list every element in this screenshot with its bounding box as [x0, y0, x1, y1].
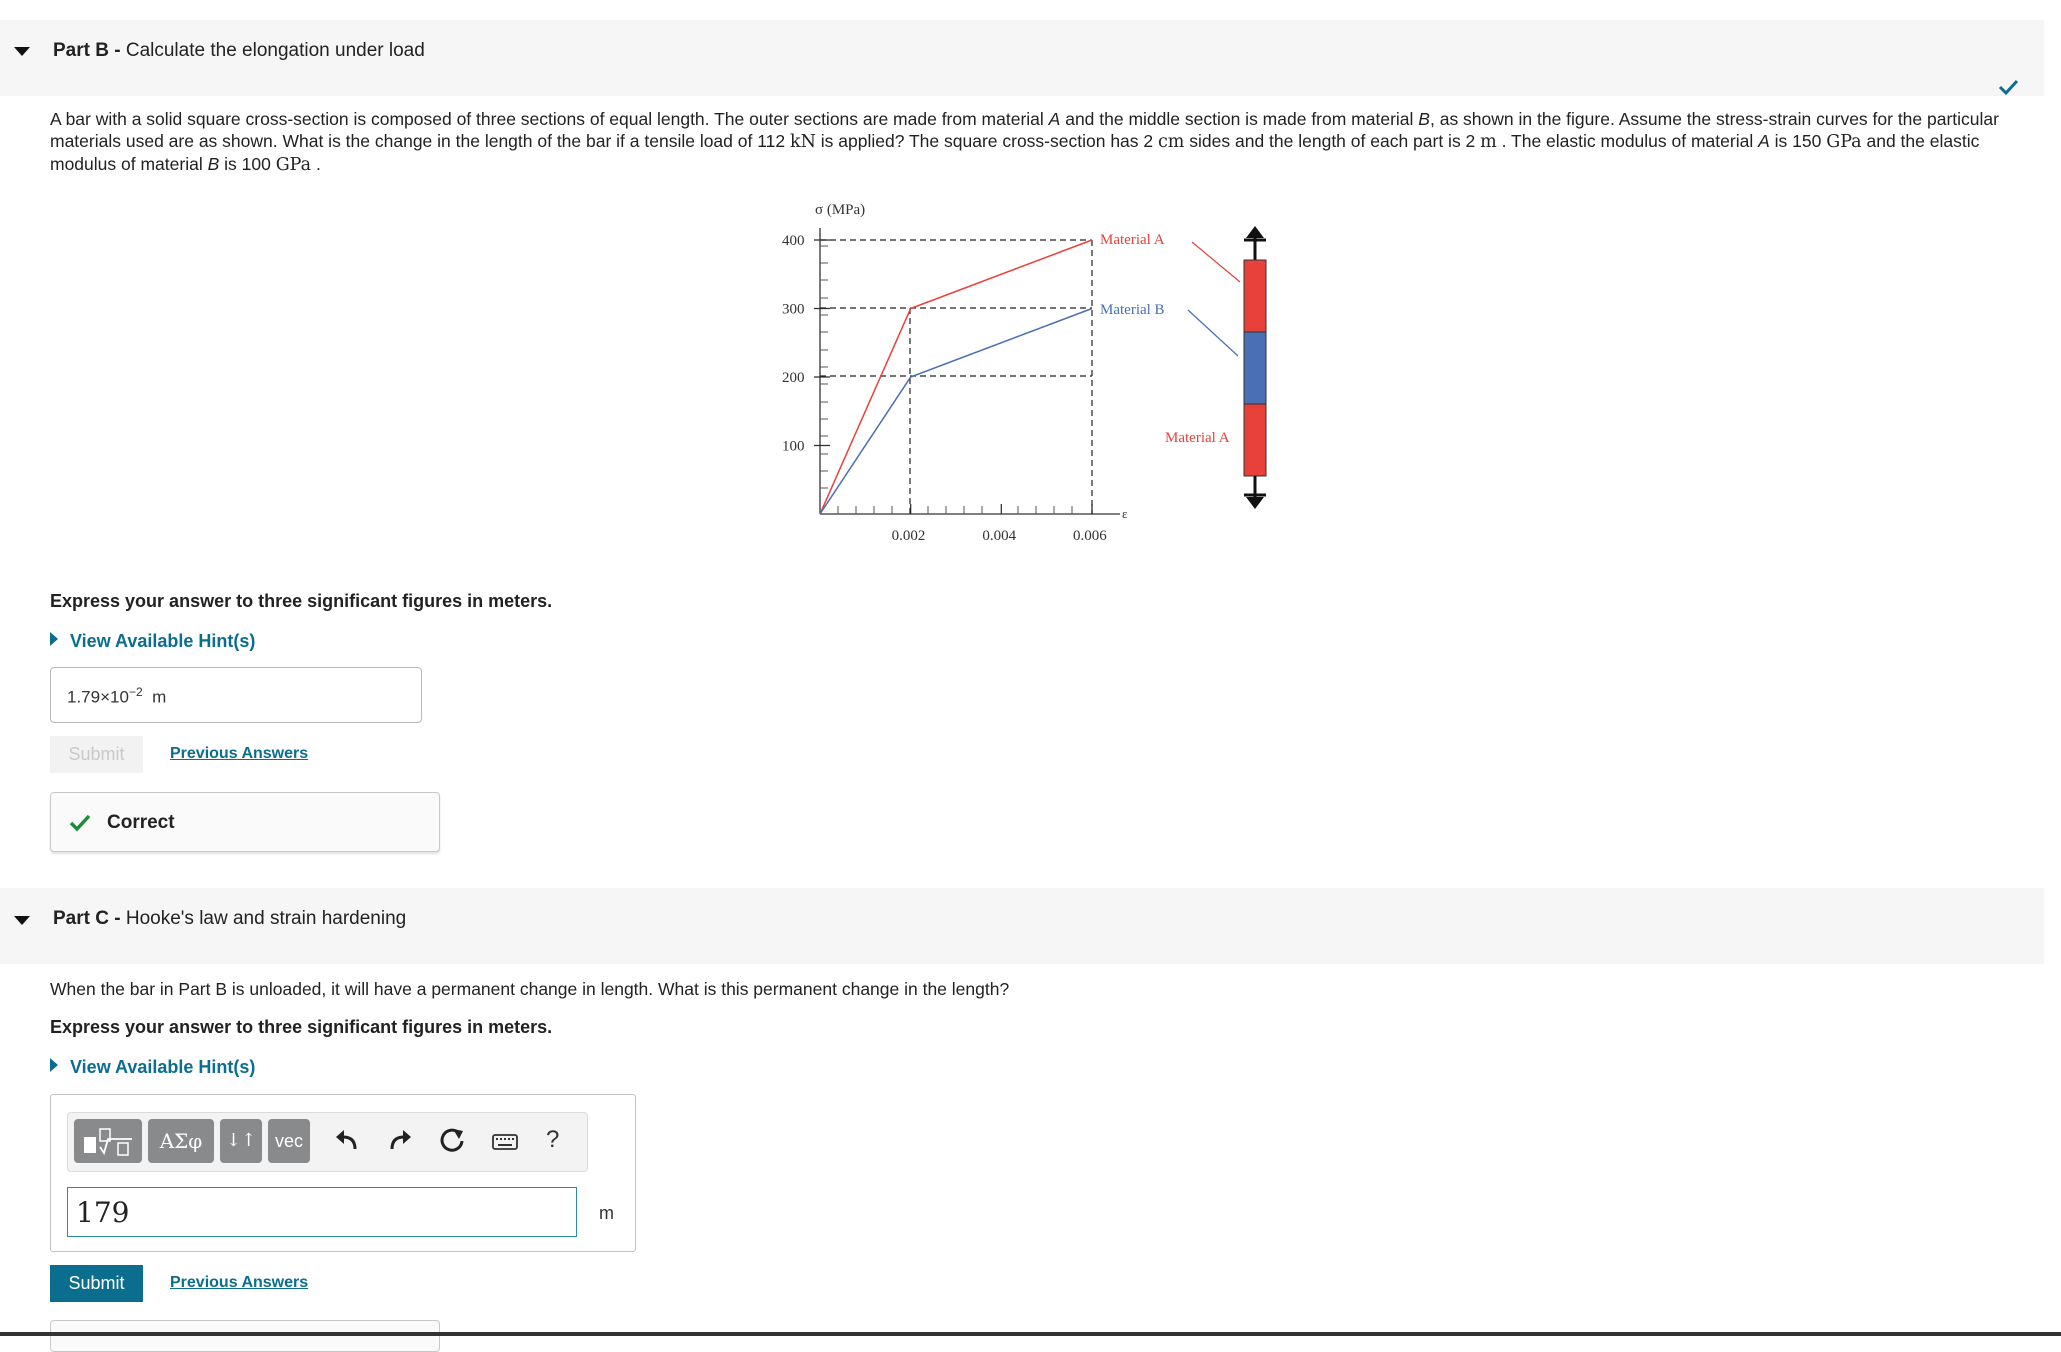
greek-symbols-button[interactable]: ΑΣφ [148, 1119, 214, 1163]
x-tick-label: 0.006 [1073, 528, 1107, 544]
y-tick-label: 100 [782, 438, 805, 455]
legend-material-b: Material B [1100, 302, 1165, 318]
part-b-result-text: Correct [107, 812, 175, 833]
bar-schematic [1244, 226, 1266, 509]
tension-arrow-down-icon [1246, 497, 1264, 509]
templates-button[interactable] [74, 1119, 142, 1163]
bar-section-b [1244, 332, 1266, 404]
part-c-submit-button[interactable]: Submit [50, 1265, 143, 1302]
bar-section-a-bottom [1244, 404, 1266, 476]
series-material-a-line [820, 240, 1092, 514]
y-tick-label: 300 [782, 301, 805, 318]
collapse-caret-icon[interactable] [14, 47, 30, 56]
math-toolbar [67, 1112, 588, 1172]
part-b-header[interactable] [0, 20, 2044, 96]
part-c-unit-label: m [599, 1203, 614, 1223]
part-c-answer-editor [50, 1094, 636, 1252]
part-c-answer-input[interactable] [67, 1187, 577, 1237]
keyboard-icon[interactable] [490, 1127, 520, 1155]
part-complete-check-icon [1997, 76, 2019, 98]
tension-arrow-up-icon [1246, 226, 1264, 238]
part-c-input-value: 179 [76, 1196, 130, 1229]
collapse-caret-icon[interactable] [14, 916, 30, 925]
problem-statement: A bar with a solid square cross-section is composed of three sections of equal length. The outer sections are made from material A and the middle section is made from material B, as shown in the figure. Assume the stress-strain curves for the particular materials used are as shown. What is the change in the length of the bar if a tensile load of 112 kN is applied? The square cross-section has 2 cm sides and the length of each part is 2 m . The elastic modulus of material A is 150 GPa and the elastic modulus of material B is 100 GPa . [50, 109, 1999, 175]
dashed-guides [820, 240, 1092, 514]
reset-icon[interactable] [439, 1127, 467, 1155]
x-tick-label: 0.002 [891, 528, 926, 544]
part-b-hint-link[interactable]: View Available Hint(s) [50, 631, 255, 652]
y-tick-label: 400 [782, 233, 805, 249]
expand-caret-icon [50, 632, 58, 646]
part-c-hint-link[interactable]: View Available Hint(s) [50, 1057, 255, 1078]
part-c-instruction: Express your answer to three significant figures in meters. [50, 1017, 553, 1037]
part-b-instruction: Express your answer to three significant figures in meters. [50, 591, 553, 611]
bar-section-a-top [1244, 260, 1266, 332]
correct-check-icon [69, 813, 91, 833]
part-c-feedback-box [50, 1320, 440, 1352]
stress-strain-figure [760, 190, 1280, 560]
leader-line-a [1192, 242, 1240, 282]
part-c-question: When the bar in Part B is unloaded, it will have a permanent change in length. What is this permanent change in the length? [50, 979, 1010, 999]
help-button[interactable]: ? [546, 1126, 560, 1153]
leader-line-b [1188, 310, 1238, 356]
templates-icon [78, 1123, 138, 1159]
bottom-edge [0, 1332, 2061, 1336]
x-axis-label: ε [1122, 506, 1128, 521]
series-material-b-line [820, 309, 1092, 515]
part-b-title-text: Calculate the elongation under load [125, 40, 425, 61]
part-b-answer-field[interactable] [50, 667, 422, 723]
minor-ticks [820, 246, 1072, 514]
expand-caret-icon [50, 1058, 58, 1072]
redo-icon[interactable] [386, 1127, 414, 1155]
sort-button[interactable]: ↓↑ [220, 1119, 262, 1163]
label-material-a-bottom: Material A [1165, 430, 1230, 446]
vector-button[interactable]: vec [268, 1119, 310, 1163]
part-c-title-text: Hooke's law and strain hardening [125, 908, 407, 929]
part-c-previous-answers-link[interactable]: Previous Answers [170, 1274, 309, 1291]
part-b-submit-button[interactable]: Submit [50, 736, 143, 773]
part-b-answer-value: $1.79\times 10^{-2}$ m [67, 685, 167, 707]
part-b-label: Part B - [53, 40, 126, 61]
part-b-feedback [50, 792, 440, 852]
y-axis-label: σ (MPa) [815, 202, 866, 218]
part-b-title [53, 40, 425, 62]
part-c-label: Part C - [53, 908, 126, 929]
part-c-title [53, 908, 406, 930]
part-b-previous-answers-link[interactable]: Previous Answers [170, 745, 309, 762]
legend-material-a: Material A [1100, 232, 1165, 248]
undo-icon[interactable] [333, 1127, 361, 1155]
y-tick-label: 200 [782, 370, 805, 386]
part-c-header[interactable] [0, 888, 2044, 964]
x-tick-label: 0.004 [982, 528, 1017, 544]
